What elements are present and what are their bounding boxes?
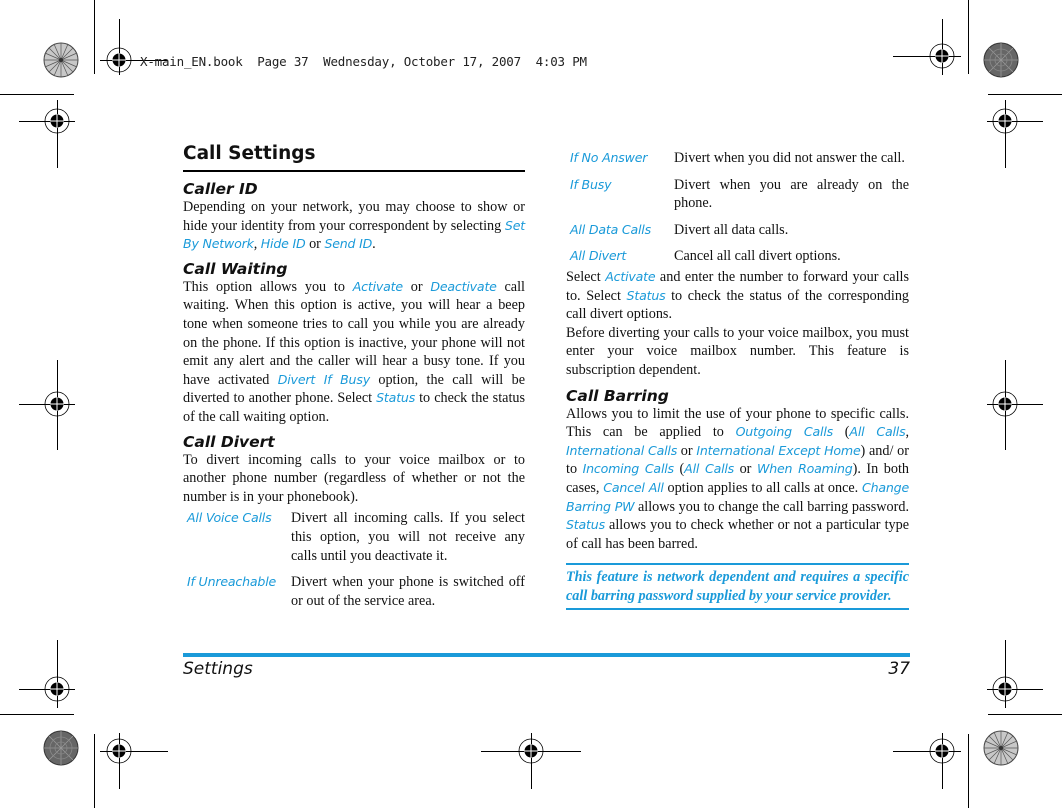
body-text: option applies to all calls at once. xyxy=(663,479,862,496)
section-call-barring xyxy=(566,387,909,611)
network-dependent-note: This feature is network dependent and requires a specific call barring password supplied by your service provider. xyxy=(566,563,909,610)
menu-option-when-roaming: When Roaming xyxy=(756,461,853,477)
left-column xyxy=(183,143,525,618)
option-desc: Divert when your phone is switched off or out of the service area. xyxy=(291,574,525,609)
registration-mark-icon xyxy=(106,47,132,73)
option-desc: Divert all incoming calls. If you select this option, you will not receive any calls until you deactivate it. xyxy=(291,510,525,564)
right-column xyxy=(566,149,909,610)
option-desc: Divert when you did not answer the call. xyxy=(674,150,905,166)
section-body xyxy=(183,198,525,254)
body-text: call waiting. When this option is active, you will hear a beep tone when someone tries to call you while you are already on the phone. If this option is inactive, your phone will not emit any alert and the caller will hear a busy tone. If you have activated xyxy=(183,278,525,388)
crop-line xyxy=(968,0,969,74)
section-heading: Call Waiting xyxy=(183,259,288,278)
footer-rule xyxy=(183,653,910,657)
section-body xyxy=(566,405,909,554)
body-text: Allows you to limit the use of your phone to specific calls. This can be applied to xyxy=(566,405,909,441)
menu-option-change-barring-pw: Change Barring PW xyxy=(566,479,910,514)
footer-section-name: Settings xyxy=(183,659,253,679)
crop-line xyxy=(968,734,969,808)
menu-option-status: Status xyxy=(626,287,666,303)
section-body: To divert incoming calls to your voice mailbox or to another phone number (regardless of whether or not the number is in your phonebook). xyxy=(183,451,525,505)
registration-mark-icon xyxy=(44,391,70,417)
body-text: allows you to check whether or not a particular type of call has been barred. xyxy=(566,517,909,552)
option-row xyxy=(183,509,525,565)
body-text: Select xyxy=(566,268,606,285)
section-caller-id xyxy=(183,180,525,254)
print-slug: X-main_EN.book Page 37 Wednesday, October 17, 2007 4:03 PM xyxy=(140,54,587,69)
body-text: allows you to change the call barring password. xyxy=(634,498,909,515)
menu-option-deactivate: Deactivate xyxy=(430,278,497,294)
body-text: or xyxy=(402,278,431,295)
option-row xyxy=(566,247,909,266)
dark-rosette-icon xyxy=(983,42,1019,78)
menu-option-status: Status xyxy=(376,390,416,406)
option-key: All Voice Calls xyxy=(187,510,272,526)
registration-mark-icon xyxy=(992,676,1018,702)
menu-option-set-by-network: Set By Network xyxy=(183,217,525,252)
crop-line xyxy=(0,714,74,715)
option-desc: Divert when you are already on the phone. xyxy=(674,176,909,212)
body-text: ) and/ or to xyxy=(566,442,909,478)
menu-option-all-calls: All Calls xyxy=(849,424,906,440)
menu-option-status: Status xyxy=(566,517,605,533)
crop-line xyxy=(94,734,95,808)
option-key: All Data Calls xyxy=(570,221,651,237)
option-desc: Cancel all call divert options. xyxy=(674,248,841,265)
menu-option-activate: Activate xyxy=(605,268,656,284)
section-heading: Call Divert xyxy=(183,432,275,451)
crop-line xyxy=(988,714,1062,715)
gray-rosette-icon xyxy=(983,730,1019,766)
option-desc: Divert all data calls. xyxy=(674,221,789,238)
option-key: If Unreachable xyxy=(187,574,277,590)
menu-option-all-calls: All Calls xyxy=(684,461,735,477)
section-heading: Caller ID xyxy=(183,180,258,198)
page-number: 37 xyxy=(888,659,910,679)
menu-option-international-calls: International Calls xyxy=(566,442,678,458)
body-text: Depending on your network, you may choose to show or hide your identity from your correspondent by selecting xyxy=(183,199,525,234)
gray-rosette-icon xyxy=(43,42,79,78)
body-text: or xyxy=(677,442,697,459)
body-text: option, the call will be diverted to another phone. Select xyxy=(183,371,525,407)
body-text: , xyxy=(253,236,261,253)
menu-option-incoming-calls: Incoming Calls xyxy=(582,461,674,477)
crop-line xyxy=(94,0,95,74)
body-text: ( xyxy=(673,461,685,478)
section-heading: Call Barring xyxy=(566,386,669,405)
menu-option-international-except-home: International Except Home xyxy=(696,442,861,458)
registration-mark-icon xyxy=(106,738,132,764)
registration-mark-icon xyxy=(44,676,70,702)
option-row xyxy=(183,573,525,610)
registration-mark-icon xyxy=(518,738,544,764)
menu-option-send-id: Send ID xyxy=(324,236,373,252)
section-body xyxy=(183,278,525,427)
body-text: ( xyxy=(833,424,850,441)
body-text: , xyxy=(905,424,909,441)
menu-option-hide-id: Hide ID xyxy=(260,236,306,252)
body-text: to check the status of the call waiting option. xyxy=(183,390,525,425)
page-title: Call Settings xyxy=(183,143,525,172)
registration-mark-icon xyxy=(992,391,1018,417)
body-text: ). In both cases, xyxy=(566,461,909,496)
divert-instructions xyxy=(566,268,909,324)
section-call-waiting xyxy=(183,260,525,427)
body-text: . xyxy=(372,236,376,253)
option-row xyxy=(566,176,909,213)
body-text: or xyxy=(305,236,325,253)
menu-option-outgoing-calls: Outgoing Calls xyxy=(735,424,833,440)
option-row xyxy=(566,221,909,240)
crop-line xyxy=(0,94,74,95)
menu-option-activate: Activate xyxy=(352,278,403,294)
menu-option-divert-if-busy: Divert If Busy xyxy=(277,371,370,387)
body-text: to check the status of the corresponding call divert options. xyxy=(566,287,910,323)
crop-line xyxy=(988,94,1062,95)
option-key: If No Answer xyxy=(570,150,648,165)
option-row xyxy=(566,149,909,168)
registration-mark-icon xyxy=(44,108,70,134)
registration-mark-icon xyxy=(992,108,1018,134)
registration-mark-icon xyxy=(929,43,955,69)
option-key: All Divert xyxy=(570,248,627,264)
body-text: and enter the number to forward your calls to. Select xyxy=(566,268,909,304)
body-text: This option allows you to xyxy=(183,278,353,295)
body-text: or xyxy=(734,461,757,478)
dark-rosette-icon xyxy=(43,730,79,766)
registration-mark-icon xyxy=(929,738,955,764)
mailbox-note: Before diverting your calls to your voice mailbox, you must enter your voice mailbox number. This feature is subscription dependent. xyxy=(566,324,909,378)
menu-option-cancel-all: Cancel All xyxy=(603,479,664,495)
option-key: If Busy xyxy=(570,176,612,192)
section-call-divert xyxy=(183,433,525,611)
